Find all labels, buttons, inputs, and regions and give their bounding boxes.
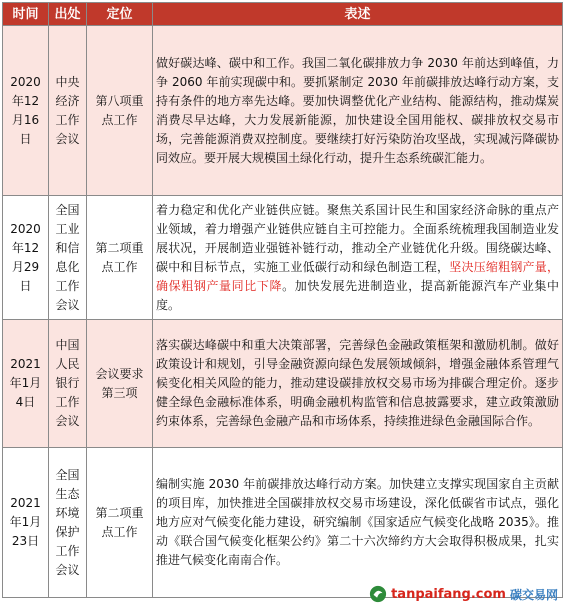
policy-table	[2, 2, 563, 598]
carbon-logo-icon	[369, 585, 387, 603]
header-position: 定位	[87, 3, 153, 26]
row-position: 第八项重点工作	[87, 26, 153, 196]
header-source: 出处	[49, 3, 87, 26]
header-statement: 表述	[153, 3, 563, 26]
watermark-url: tanpaifang.com	[391, 586, 506, 602]
row-statement: 编制实施 2030 年前碳排放达峰行动方案。加快建立支撑实现国家自主贡献的项目库，加快推进全国碳排放权交易市场建设，深化低碳省市试点，强化地方应对气候变化能力建设，研究编制《国家适应气候变化战略 2035》。推动《联合国气候变化框架公约》第二十六次缔约方大会取得积极成果，扎实推进气候变化南南合作。	[153, 448, 563, 598]
row-source: 中国人民银行工作会议	[49, 320, 87, 448]
row-position: 会议要求第三项	[87, 320, 153, 448]
table-row	[3, 196, 563, 320]
watermark	[369, 585, 558, 603]
row-source: 全国工业和信息化工作会议	[49, 196, 87, 320]
row-time: 2020年12月16日	[3, 26, 49, 196]
row-time: 2020年12月29日	[3, 196, 49, 320]
header-time: 时间	[3, 3, 49, 26]
table-row	[3, 448, 563, 598]
row-statement: 做好碳达峰、碳中和工作。我国二氧化碳排放力争 2030 年前达到峰值，力争 2060 年前实现碳中和。要抓紧制定 2030 年前碳排放达峰行动方案，支持有条件的地方率先达峰。要加快调整优化产业结构、能源结构，推动煤炭消费尽早达峰，大力发展新能源，加快建设全国用能权、碳排放权交易市场，完善能源消费双控制度。要继续打好污染防治攻坚战，实现减污降碳协同效应。要开展大规模国土绿化行动，提升生态系统碳汇能力。	[153, 26, 563, 196]
table-row	[3, 26, 563, 196]
row-statement	[153, 196, 563, 320]
highlight-text: 坚决压缩粗钢产量，确保粗钢产量同比下降	[156, 259, 559, 293]
watermark-name: 碳交易网	[509, 587, 558, 602]
row-time: 2021年1月23日	[3, 448, 49, 598]
statement-text: 着力稳定和优化产业链供应链。聚焦关系国计民生和国家经济命脉的重点产业领域，着力增强产业链供应链自主可控能力。全面系统梳理我国制造业发展状况，开展制造业强链补链行动，推动全产业链优化升级。围绕碳达峰、碳中和目标节点，实施工业低碳行动和绿色制造工程，	[156, 202, 559, 274]
statement-text-after: 。加快发展先进制造业，提高新能源汽车产业集中度。	[156, 278, 559, 312]
row-position: 第二项重点工作	[87, 448, 153, 598]
row-time: 2021年1月4日	[3, 320, 49, 448]
row-statement: 落实碳达峰碳中和重大决策部署，完善绿色金融政策框架和激励机制。做好政策设计和规划，引导金融资源向绿色发展领域倾斜，增强金融体系管理气候变化相关风险的能力，推动建设碳排放权交易市场为排碳合理定价。逐步健全绿色金融标准体系，明确金融机构监管和信息披露要求，建立政策激励约束体系，完善绿色金融产品和市场体系，持续推进绿色金融国际合作。	[153, 320, 563, 448]
table-row	[3, 320, 563, 448]
row-position: 第二项重点工作	[87, 196, 153, 320]
row-source: 中央经济工作会议	[49, 26, 87, 196]
header-row	[3, 3, 563, 26]
row-source: 全国生态环境保护工作会议	[49, 448, 87, 598]
